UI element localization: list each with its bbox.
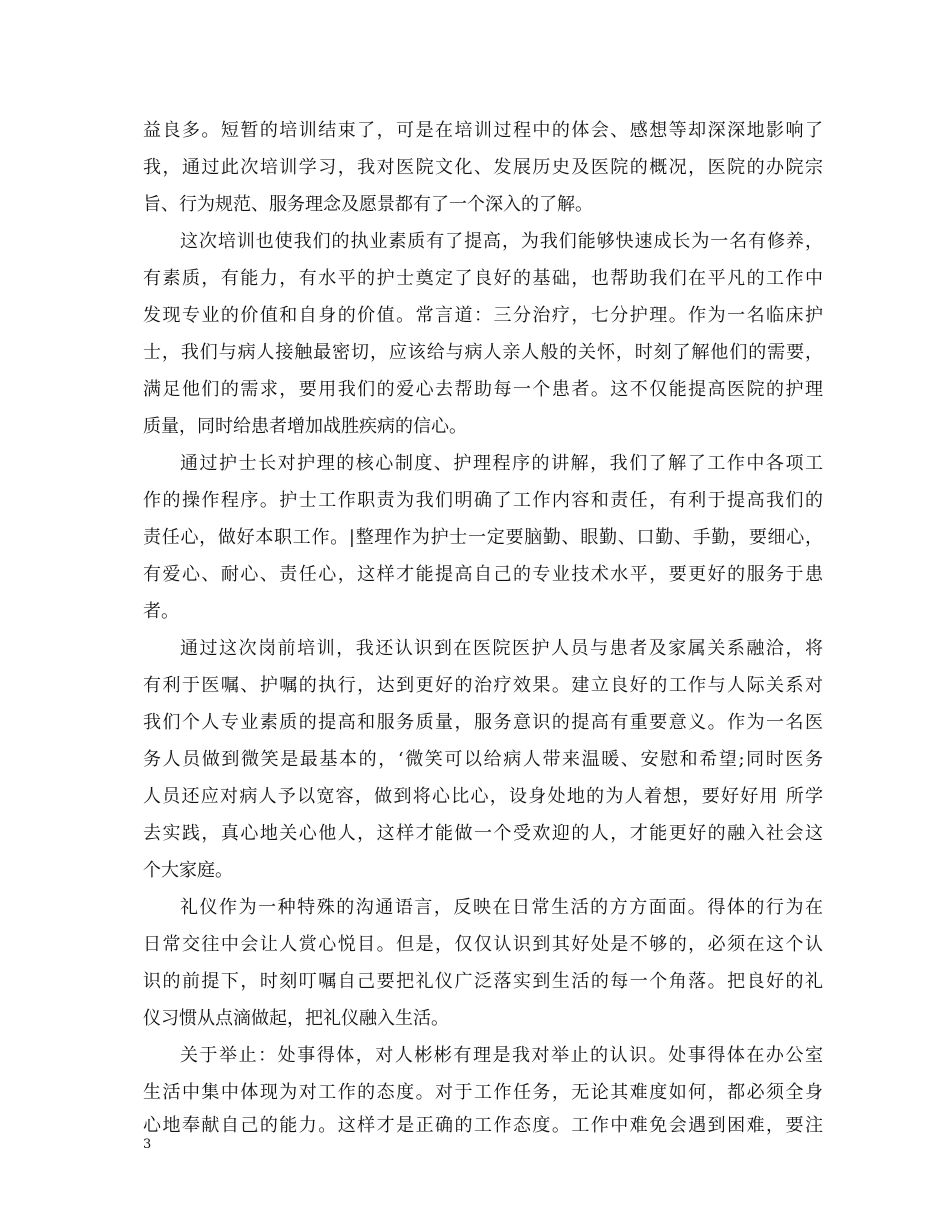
text-line: 生活中集中体现为对工作的态度。对于工作任务，无论其难度如何，都必须全身 bbox=[143, 1082, 823, 1103]
text-line: 关于举止：处事得体，对人彬彬有理是我对举止的认识。处事得体在办公室 bbox=[180, 1045, 823, 1066]
text-line: 去实践，真心地关心他人，这样才能做一个受欢迎的人，才能更好的融入社会这 bbox=[143, 823, 823, 844]
text-line: 识的前提下，时刻叮嘱自己要把礼仪广泛落实到生活的每一个角落。把良好的礼 bbox=[143, 971, 823, 992]
text-line: 个大家庭。 bbox=[143, 860, 233, 881]
text-line: 有利于医嘱、护嘱的执行，达到更好的治疗效果。建立良好的工作与人际关系对 bbox=[143, 675, 823, 696]
text-line: 通过护士长对护理的核心制度、护理程序的讲解，我们了解了工作中各项工 bbox=[180, 453, 823, 474]
text-line: 人员还应对病人予以宽容，做到将心比心，设身处地的为人着想，要好好用 所学 bbox=[143, 786, 823, 807]
text-line: 者。 bbox=[143, 601, 179, 622]
text-line: 礼仪作为一种特殊的沟通语言，反映在日常生活的方方面面。得体的行为在 bbox=[180, 897, 823, 918]
text-line: 心地奉献自己的能力。这样才是正确的工作态度。工作中难免会遇到困难，要注 bbox=[143, 1115, 823, 1136]
text-line: 满足他们的需求，要用我们的爱心去帮助每一个患者。这不仅能提高医院的护理 bbox=[143, 379, 823, 400]
text-line: 日常交往中会让人赏心悦目。但是，仅仅认识到其好处是不够的，必须在这个认 bbox=[143, 934, 823, 955]
text-line: 有素质，有能力，有水平的护士奠定了良好的基础，也帮助我们在平凡的工作中 bbox=[143, 268, 823, 289]
page-number: 3 bbox=[143, 1137, 152, 1152]
text-line: 责任心，做好本职工作。|整理作为护士一定要脑勤、眼勤、口勤、手勤，要细心， bbox=[143, 527, 823, 548]
text-line: 我，通过此次培训学习，我对医院文化、发展历史及医院的概况，医院的办院宗 bbox=[143, 157, 823, 178]
text-line: 旨、行为规范、服务理念及愿景都有了一个深入的了解。 bbox=[143, 194, 593, 215]
text-line: 仪习惯从点滴做起，把礼仪融入生活。 bbox=[143, 1008, 449, 1029]
text-line: 作的操作程序。护士工作职责为我们明确了工作内容和责任，有利于提高我们的 bbox=[143, 490, 823, 511]
text-line: 质量，同时给患者增加战胜疾病的信心。 bbox=[143, 416, 467, 437]
text-line: 士，我们与病人接触最密切，应该给与病人亲人般的关怀，时刻了解他们的需要， bbox=[143, 342, 823, 363]
text-line: 发现专业的价值和自身的价值。常言道：三分治疗，七分护理。作为一名临床护 bbox=[143, 305, 823, 326]
text-line: 益良多。短暂的培训结束了，可是在培训过程中的体会、感想等却深深地影响了 bbox=[143, 120, 823, 141]
text-line: 有爱心、耐心、责任心，这样才能提高自己的专业技术水平，要更好的服务于患 bbox=[143, 564, 823, 585]
text-line: 务人员做到微笑是最基本的，‘微笑可以给病人带来温暖、安慰和希望;同时医务 bbox=[143, 749, 823, 770]
text-line: 这次培训也使我们的执业素质有了提高，为我们能够快速成长为一名有修养， bbox=[180, 231, 823, 252]
text-line: 通过这次岗前培训，我还认识到在医院医护人员与患者及家属关系融洽，将 bbox=[180, 638, 823, 659]
text-line: 我们个人专业素质的提高和服务质量，服务意识的提高有重要意义。作为一名医 bbox=[143, 712, 823, 733]
